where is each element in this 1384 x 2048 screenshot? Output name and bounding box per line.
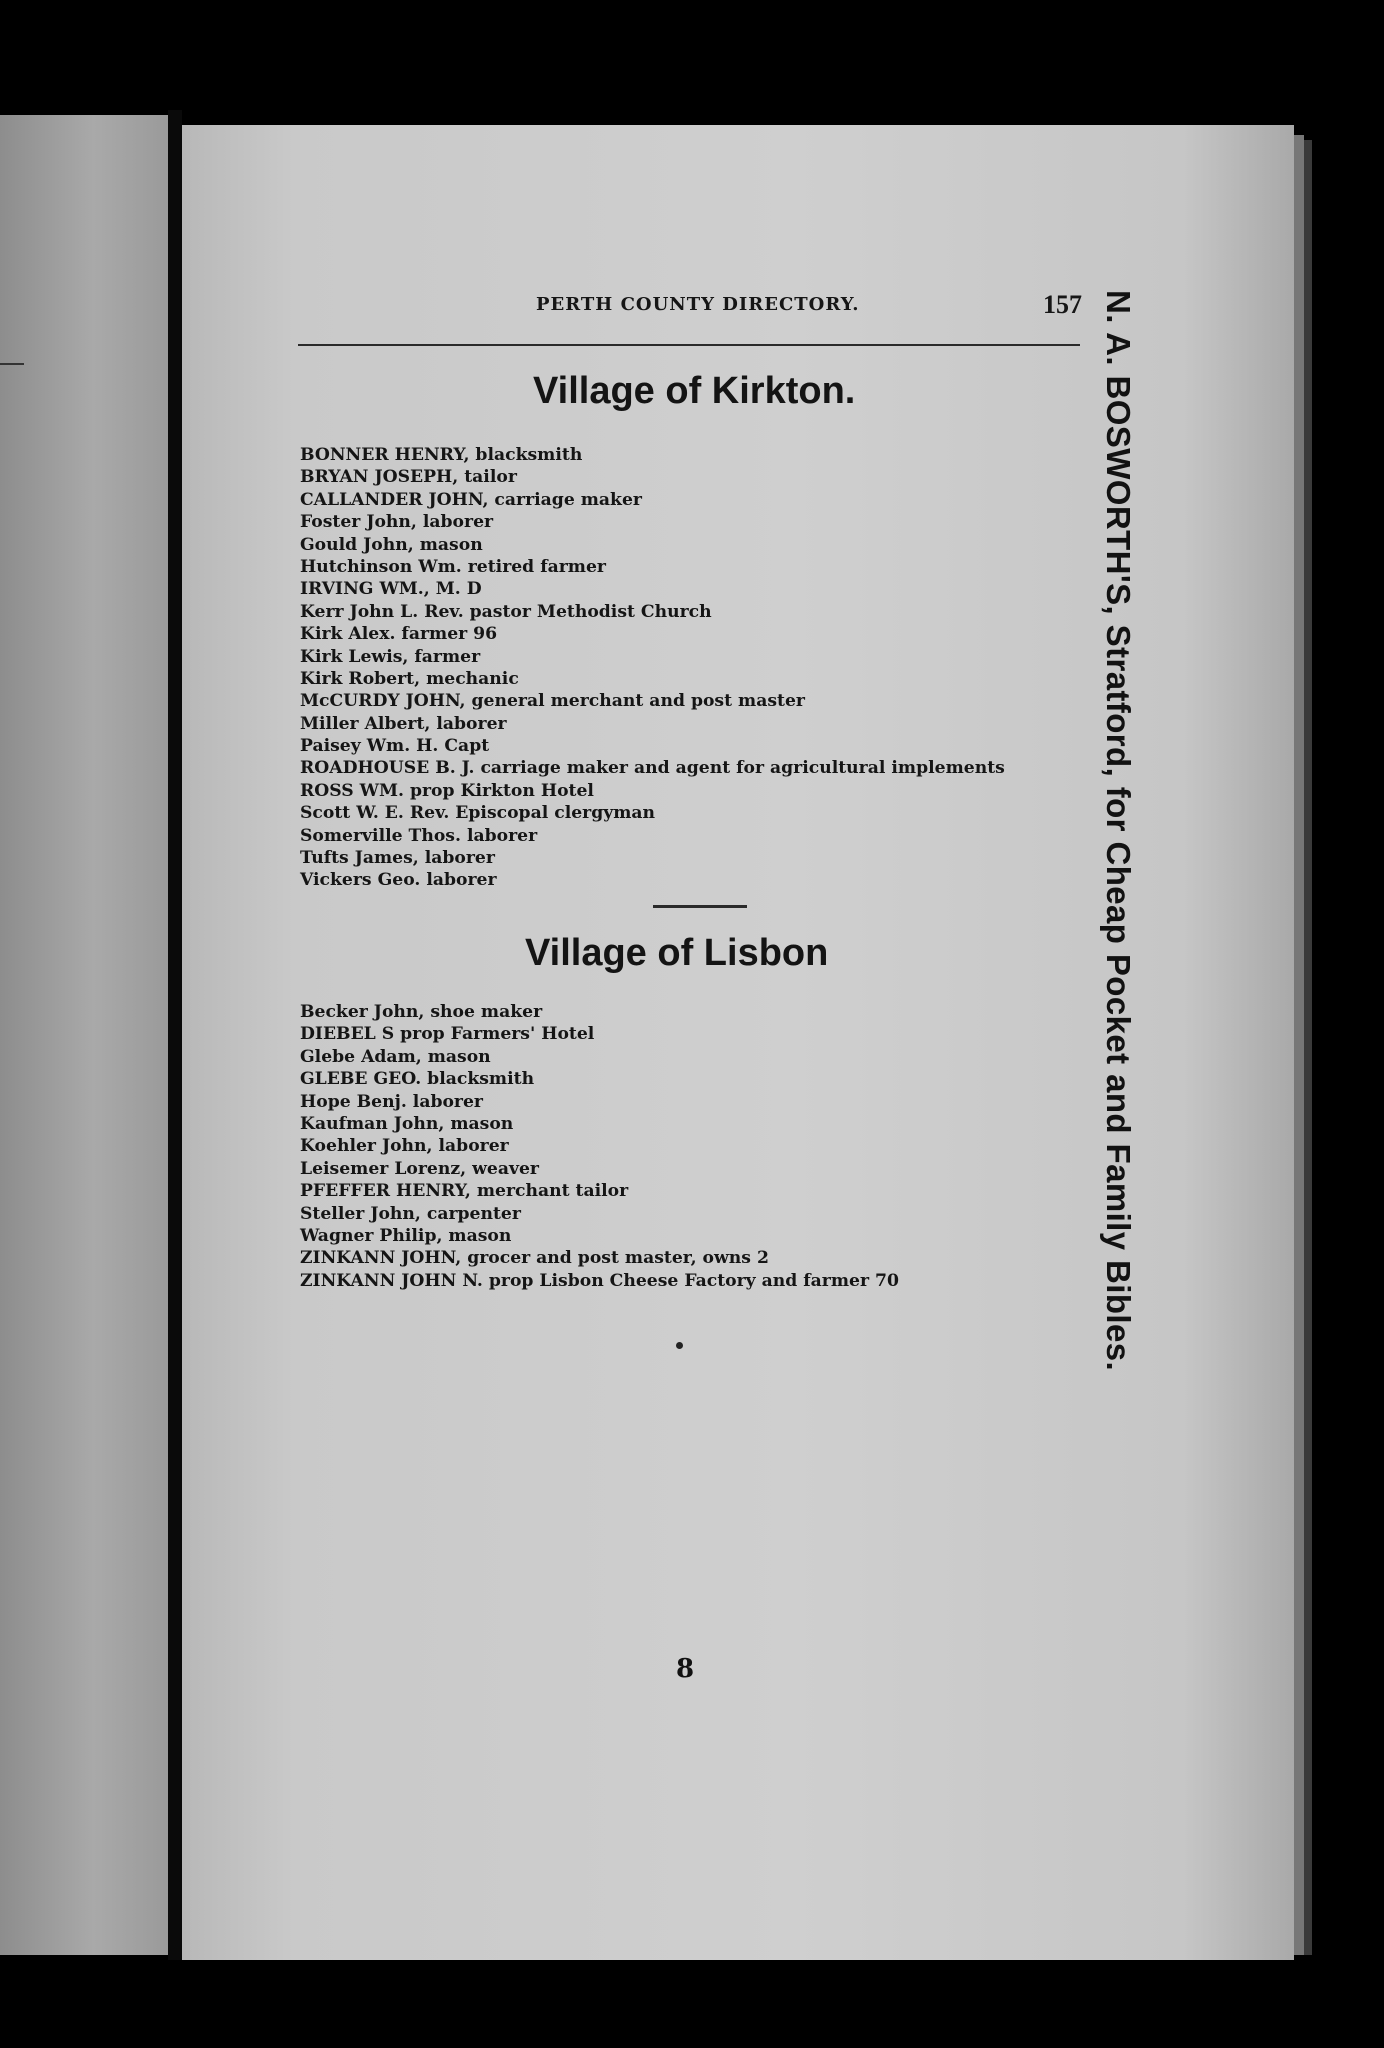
lisbon-entry-list — [300, 1001, 899, 1292]
running-header: PERTH COUNTY DIRECTORY. — [536, 294, 860, 315]
list-item: BONNER HENRY, blacksmith — [300, 445, 583, 465]
list-item: Kirk Lewis, farmer — [300, 646, 481, 667]
list-item: Hutchinson Wm. retired farmer — [300, 556, 606, 577]
side-advertisement-text: N. A. BOSWORTH'S, Stratford, for Cheap Pocket and Family Bibles. — [1100, 290, 1137, 1372]
list-item: Kaufman John, mason — [300, 1113, 514, 1134]
list-item: CALLANDER JOHN, carriage maker — [300, 489, 642, 510]
list-item: Kerr John L. Rev. pastor Methodist Church — [300, 601, 712, 622]
header-rule — [298, 344, 1080, 346]
list-item: ROADHOUSE B. J. carriage maker and agent for agricultural implements — [300, 758, 1005, 779]
list-item: Foster John, laborer — [300, 512, 494, 533]
section-title-lisbon: Village of Lisbon — [525, 932, 829, 974]
list-item: Miller Albert, laborer — [300, 713, 507, 734]
section-separator — [653, 905, 747, 908]
facing-page-rule — [0, 363, 24, 365]
list-item: Somerville Thos. laborer — [300, 825, 538, 846]
list-item: Scott W. E. Rev. Episcopal clergyman — [300, 803, 656, 824]
signature-mark: 8 — [676, 1654, 695, 1684]
ink-dot — [676, 1342, 683, 1349]
list-item: Leisemer Lorenz, weaver — [300, 1158, 539, 1179]
list-item: ROSS WM. prop Kirkton Hotel — [300, 780, 594, 801]
list-item: IRVING WM., M. D — [300, 579, 482, 600]
facing-page — [0, 115, 170, 1955]
page-number: 157 — [1043, 290, 1082, 319]
list-item: DIEBEL S prop Farmers' Hotel — [300, 1024, 595, 1045]
section-title-kirkton: Village of Kirkton. — [533, 370, 856, 412]
list-item: Kirk Robert, mechanic — [300, 668, 519, 689]
list-item: Hope Benj. laborer — [300, 1091, 483, 1112]
book-gutter — [168, 110, 182, 1960]
list-item: Paisey Wm. H. Capt — [300, 736, 490, 757]
page-edge-shadow — [1304, 140, 1312, 1955]
list-item: Koehler John, laborer — [300, 1136, 509, 1157]
list-item: McCURDY JOHN, general merchant and post master — [300, 691, 805, 712]
list-item: Gould John, mason — [300, 534, 483, 555]
list-item: Becker John, shoe maker — [300, 1002, 543, 1022]
list-item: PFEFFER HENRY, merchant tailor — [300, 1181, 629, 1202]
list-item: BRYAN JOSEPH, tailor — [300, 467, 517, 488]
list-item: Vickers Geo. laborer — [300, 870, 497, 891]
kirkton-entry-list — [300, 444, 1005, 892]
list-item: ZINKANN JOHN, grocer and post master, owns 2 — [300, 1248, 769, 1269]
page-edge — [1294, 135, 1304, 1955]
list-item: Kirk Alex. farmer 96 — [300, 624, 498, 645]
side-advertisement — [1092, 290, 1144, 1690]
list-item: ZINKANN JOHN N. prop Lisbon Cheese Factory and farmer 70 — [300, 1270, 899, 1291]
list-item: Wagner Philip, mason — [300, 1225, 512, 1246]
list-item: Glebe Adam, mason — [300, 1046, 491, 1067]
list-item: GLEBE GEO. blacksmith — [300, 1069, 535, 1090]
list-item: Steller John, carpenter — [300, 1203, 521, 1224]
list-item: Tufts James, laborer — [300, 848, 495, 869]
